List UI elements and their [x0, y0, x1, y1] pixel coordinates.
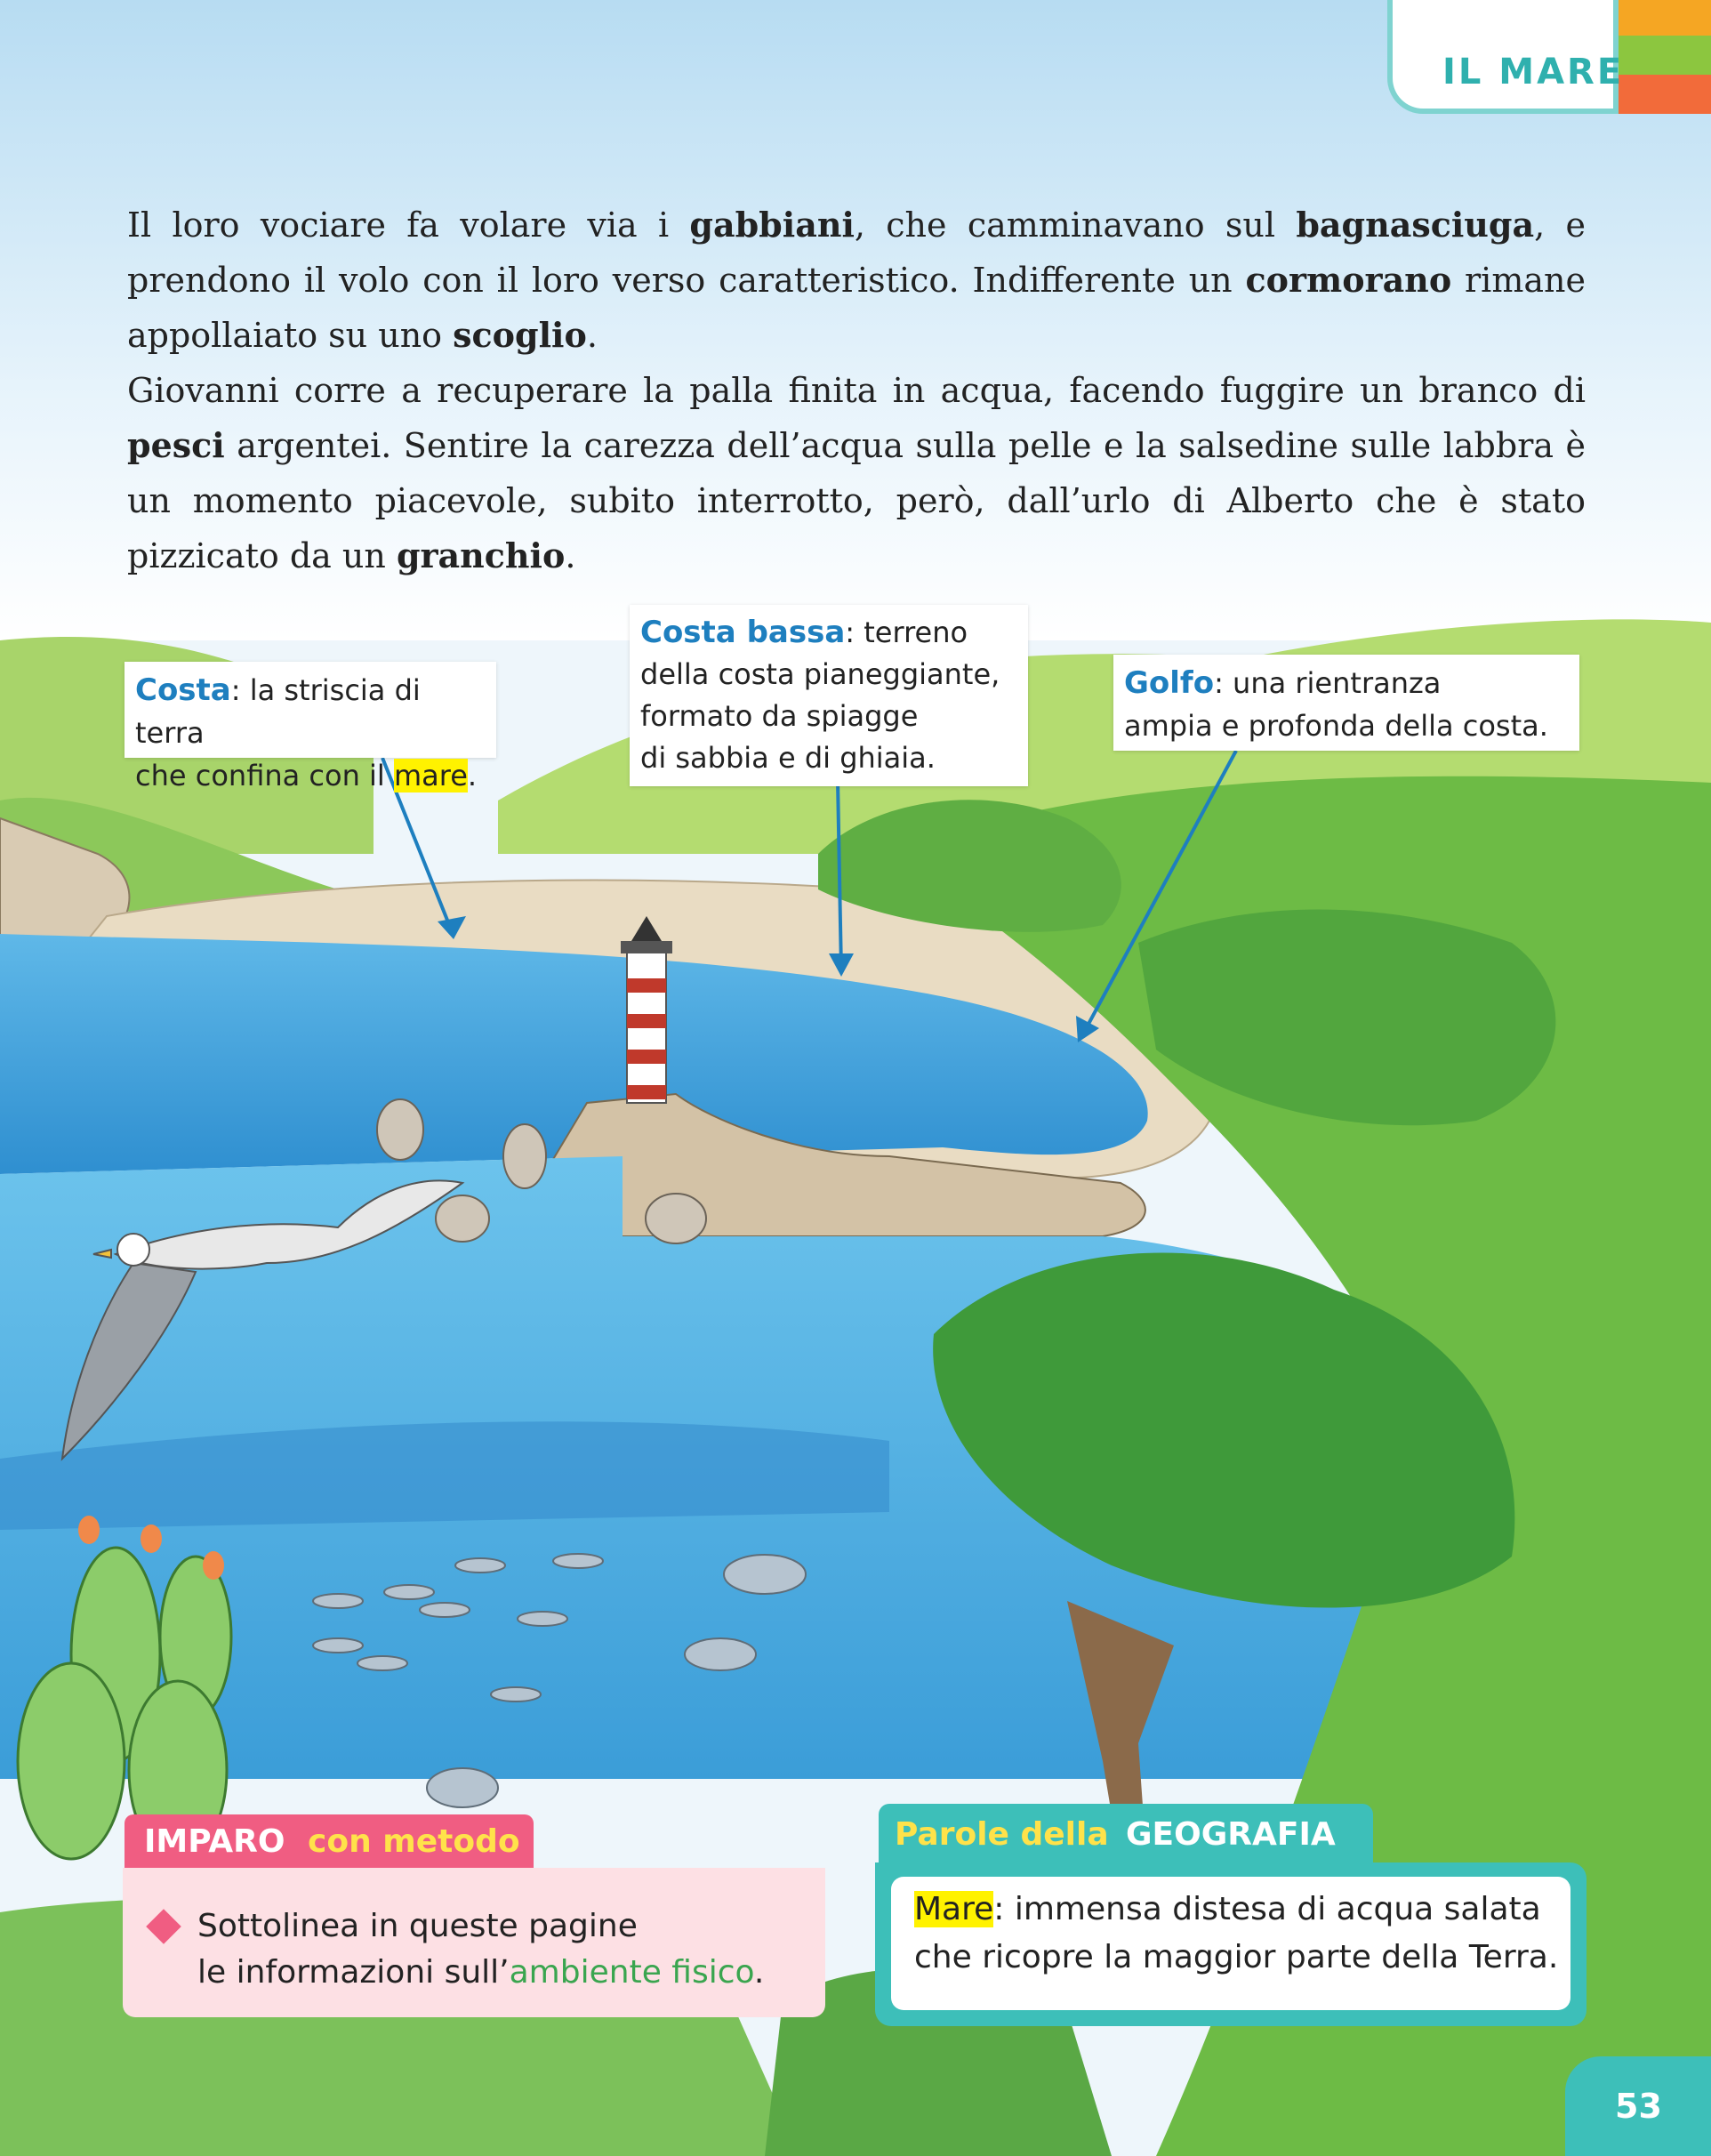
term-costa-bassa: Costa bassa	[640, 615, 846, 650]
imparo-line2-period: .	[753, 1954, 765, 1991]
header-stripe-red	[1610, 75, 1711, 114]
callout-costa-bassa-line3: formato da spiagge	[640, 699, 919, 733]
callout-costa	[125, 662, 496, 792]
text-run: , e prendono il volo con il loro verso caratteristico. Indifferente un	[127, 205, 1586, 300]
bold-keyword: bagnasciuga	[1296, 205, 1535, 245]
text-run: .	[565, 536, 576, 575]
page-number-tab	[1565, 2056, 1711, 2156]
parole-line1: : immensa distesa di acqua salata	[993, 1891, 1541, 1927]
parole-definition	[914, 1886, 1558, 1982]
page-number: 53	[1615, 2087, 1662, 2126]
text-run: Il loro vociare fa volare via i	[127, 205, 690, 245]
bold-keyword: scoglio	[453, 315, 587, 355]
header-stripe-orange	[1610, 0, 1711, 36]
header-stripe-green	[1610, 36, 1711, 75]
imparo-line2: le informazioni sull’	[197, 1954, 510, 1991]
text-run: , che camminavano sul	[854, 205, 1297, 245]
highlight-mare: mare	[393, 759, 468, 792]
page-section-title: IL MARE	[1442, 52, 1625, 93]
paragraph-1	[127, 197, 1586, 363]
text-run: Giovanni corre a recuperare la palla finita in acqua, facendo fuggire un branco di	[127, 371, 1586, 410]
imparo-line1: Sottolinea in queste pagine	[197, 1908, 638, 1944]
callout-costa-bassa	[630, 605, 1028, 786]
callout-golfo-line2: ampia e profonda della costa.	[1124, 709, 1548, 743]
callout-golfo-line1: : una rientranza	[1214, 666, 1442, 700]
imparo-tab	[125, 1814, 534, 1870]
bold-keyword: gabbiani	[689, 205, 855, 245]
lighthouse	[621, 916, 672, 1103]
bold-keyword: pesci	[127, 425, 225, 465]
imparo-tab-word2: con metodo	[308, 1823, 520, 1860]
parole-tab-word1: Parole della	[895, 1816, 1109, 1853]
bold-keyword: cormorano	[1245, 260, 1452, 300]
text-run: rimane appollaiato su uno	[127, 261, 1586, 355]
ambiente-fisico-term: ambiente fisico	[509, 1954, 754, 1991]
rock	[377, 1099, 423, 1160]
callout-costa-period: .	[467, 759, 478, 792]
text-run: .	[586, 316, 598, 355]
imparo-tab-word1: IMPARO	[144, 1823, 285, 1860]
callout-costa-bassa-line2: della costa pianeggiante,	[640, 657, 1000, 691]
narrative-text	[127, 197, 1586, 583]
parole-line2: che ricopre la maggior parte della Terra.	[914, 1939, 1559, 1975]
callout-golfo	[1113, 655, 1579, 751]
term-mare: Mare	[914, 1891, 994, 1927]
term-golfo: Golfo	[1124, 665, 1215, 701]
text-run: argentei. Sentire la carezza dell’acqua sulla pelle e la salsedine sulle labbra è un momento piacevole, subito interrotto, però, dall’urlo di Alberto che è stato pizzicato da un	[127, 426, 1586, 575]
parole-tab-word2: GEOGRAFIA	[1126, 1816, 1336, 1853]
bold-keyword: granchio	[396, 535, 566, 575]
parole-tab	[879, 1804, 1373, 1866]
callout-costa-line1: : la striscia di terra	[135, 673, 421, 750]
callout-costa-bassa-line1: : terreno	[845, 615, 968, 649]
callout-costa-bassa-line4: di sabbia e di ghiaia.	[640, 741, 936, 775]
imparo-instruction	[197, 1903, 764, 1996]
callout-costa-line2: che confina con il	[135, 759, 394, 792]
paragraph-2	[127, 363, 1586, 583]
term-costa: Costa	[135, 672, 231, 708]
